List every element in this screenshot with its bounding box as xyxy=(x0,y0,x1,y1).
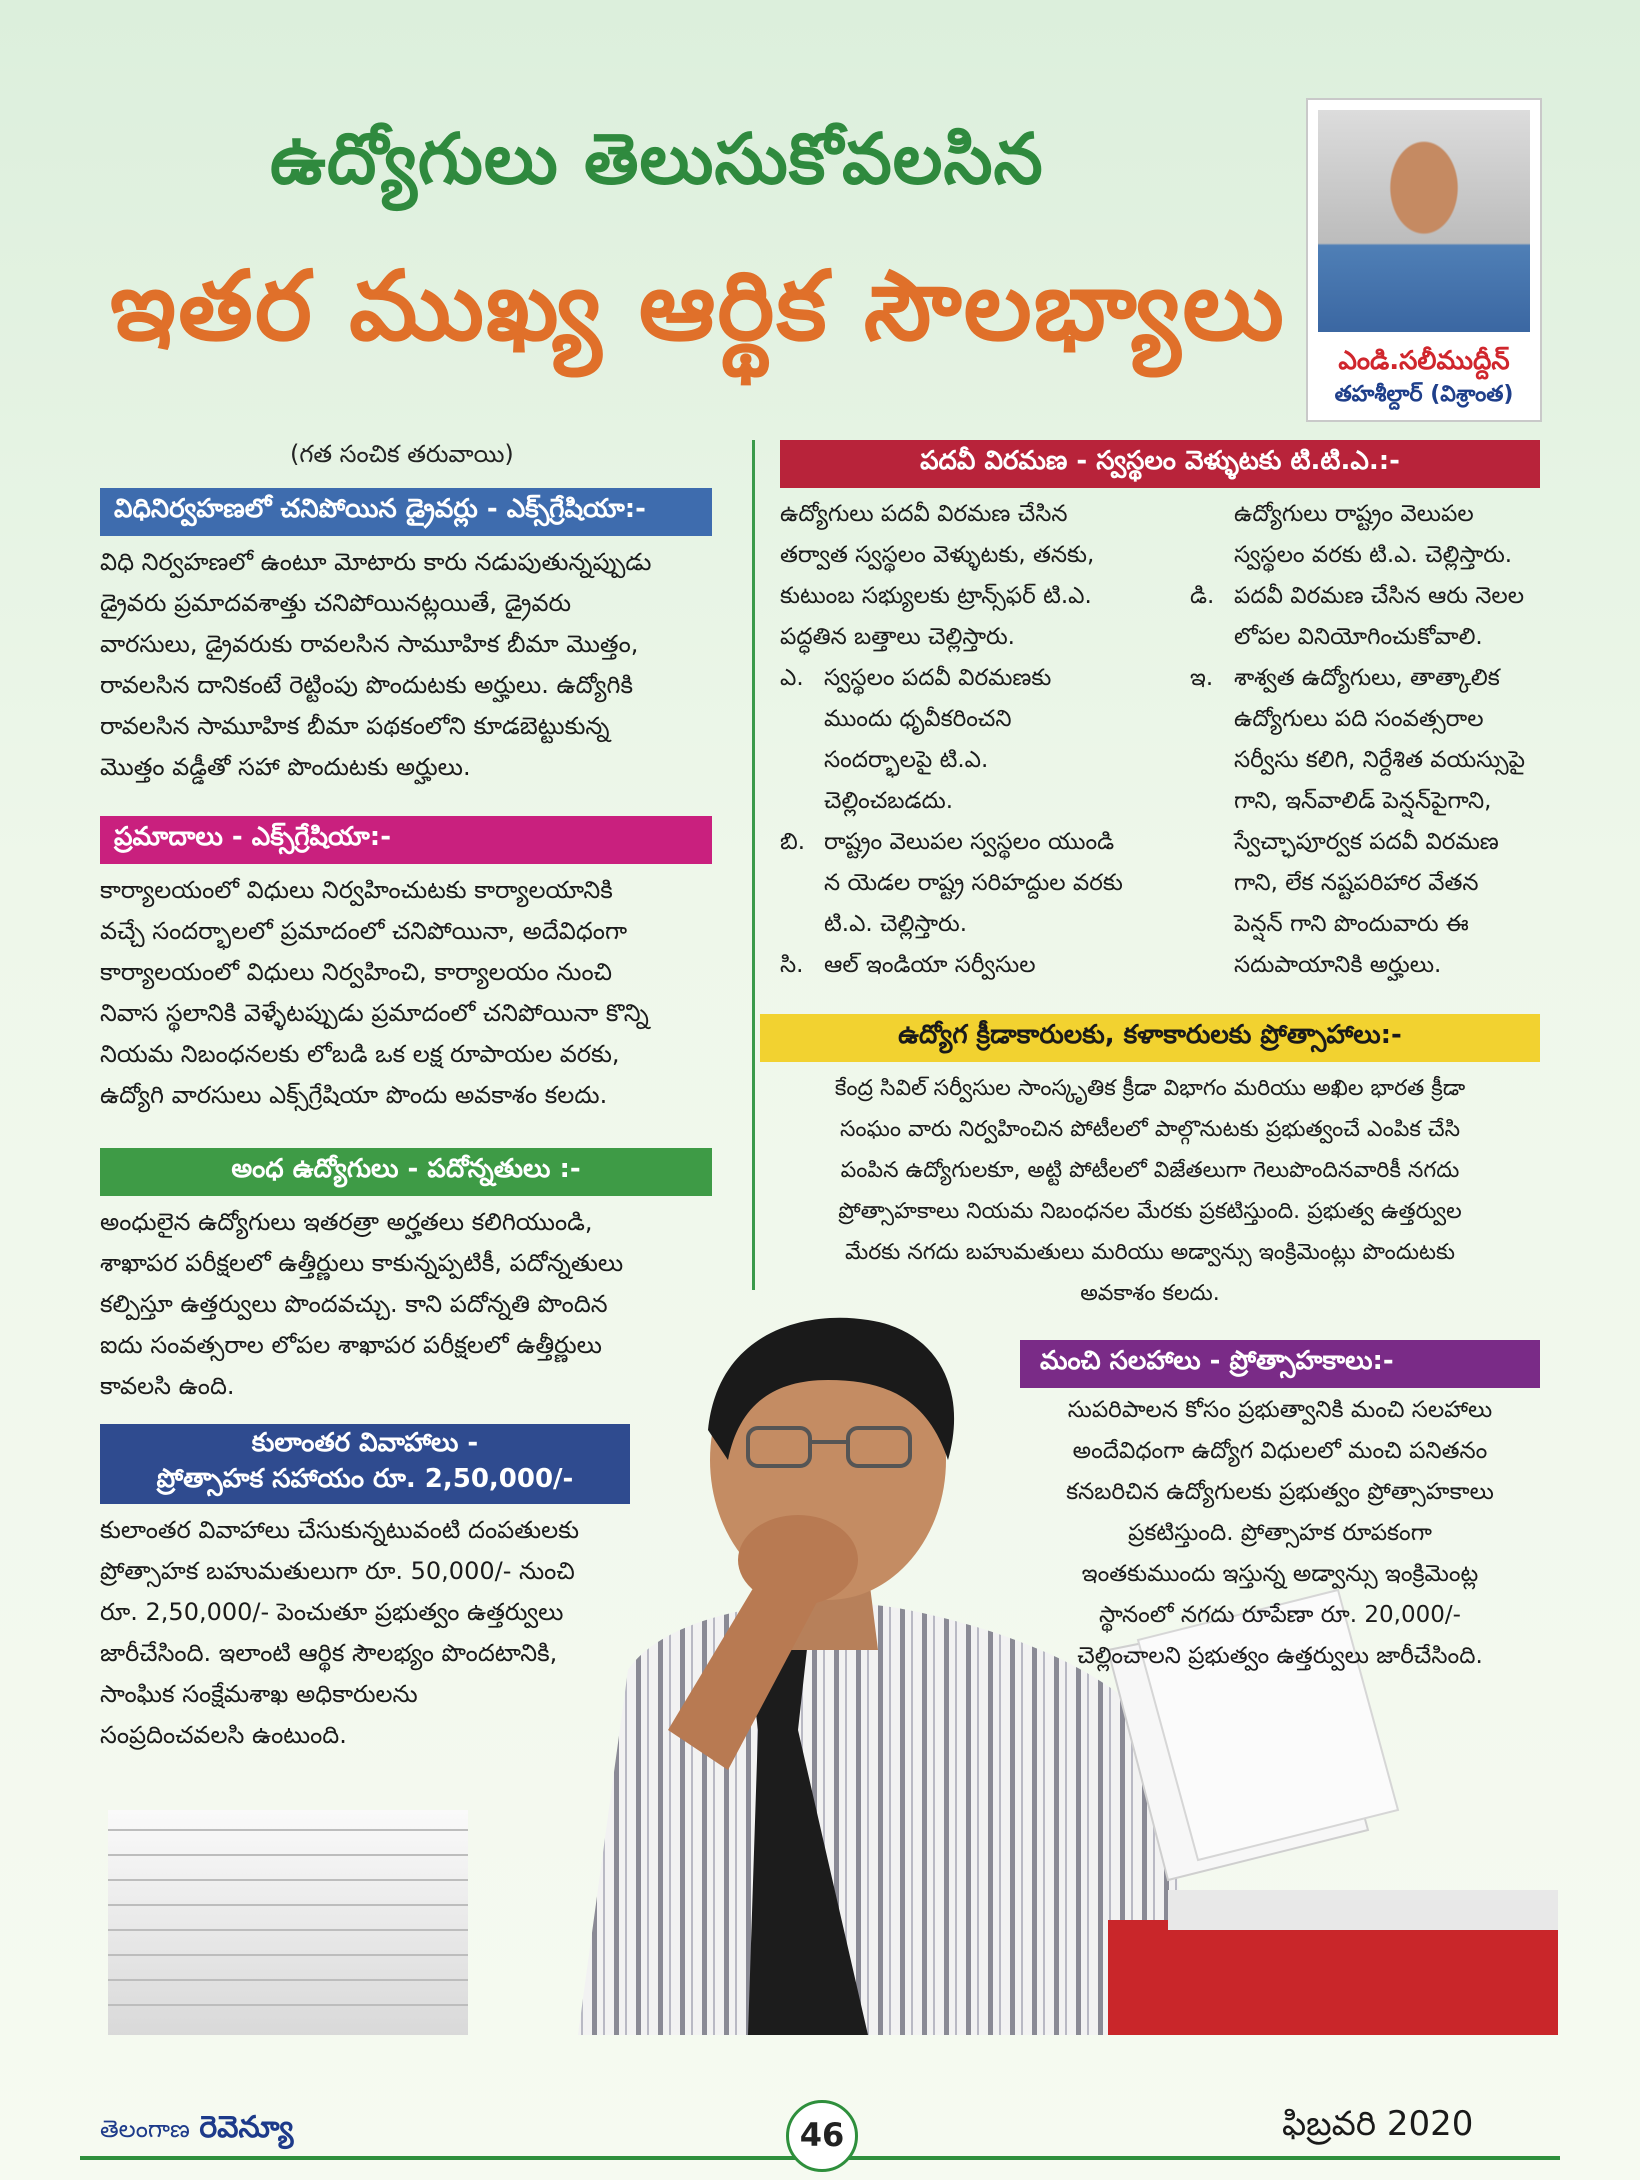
text-line: కార్యాలయంలో విధులు నిర్వహించుటకు కార్యాలయానికి xyxy=(100,876,613,904)
text-line: మొత్తం వడ్డీతో సహా పొందుటకు అర్హులు. xyxy=(100,753,471,781)
text-line: పెన్షన్ గాని పొందువారు ఈ xyxy=(1234,911,1469,937)
list-item xyxy=(1190,658,1540,986)
text-line: రాష్ట్రం వెలుపల స్వస్థలం యుండి xyxy=(824,829,1115,855)
list-key: సి. xyxy=(780,952,804,978)
text-line: గాని, ఇన్‌వాలిడ్ పెన్షన్‌పైగాని, xyxy=(1234,788,1492,814)
text-line: అందేవిధంగా ఉద్యోగ విధులలో మంచి పనితనం xyxy=(1072,1438,1488,1464)
text-line: పద్ధతిన బత్తాలు చెల్లిస్తారు. xyxy=(780,624,1015,650)
section-body xyxy=(100,542,712,788)
author-name: ఎండి.సలీముద్దీన్ xyxy=(1338,346,1510,376)
text-line: స్వస్థలం వరకు టి.ఎ. చెల్లిస్తారు. xyxy=(1234,542,1513,568)
text-line: రావలసిన దానికంటే రెట్టింపు పొందుటకు అర్హులు. ఉద్యోగికి xyxy=(100,671,633,699)
text-line: సాంఘిక సంక్షేమశాఖ అధికారులను xyxy=(100,1680,418,1708)
issue-date: ఫిబ్రవరి 2020 xyxy=(1282,2104,1474,2144)
text-line: సర్వీసు కలిగి, నిర్దేశిత వయస్సుపై xyxy=(1234,747,1525,773)
text-line: కనబరిచిన ఉద్యోగులకు ప్రభుత్వం ప్రోత్సాహకాలు xyxy=(1066,1479,1494,1505)
continued-note: (గత సంచిక తరువాయి) xyxy=(290,440,514,468)
section-heading: మంచి సలహాలు - ప్రోత్సాహకాలు:- xyxy=(1020,1340,1540,1388)
text-line: ప్రోత్సాహక బహుమతులుగా రూ. 50,000/- నుంచి xyxy=(100,1557,575,1585)
text-line: ఇంతకుముందు ఇస్తున్న అడ్వాన్సు ఇంక్రిమెంట్ల xyxy=(1081,1561,1479,1587)
retirement-col-1 xyxy=(780,494,1190,986)
text-line: స్వేచ్ఛాపూర్వక పదవీ విరమణ xyxy=(1234,829,1499,855)
text-line: పదవీ విరమణ చేసిన ఆరు నెలల xyxy=(1234,583,1524,609)
section-body xyxy=(760,1068,1540,1314)
section-heading: విధినిర్వహణలో చనిపోయిన డ్రైవర్లు - ఎక్స్‌గ్రేషియా:- xyxy=(100,488,712,536)
text-line: సుపరిపాలన కోసం ప్రభుత్వానికి మంచి సలహాలు xyxy=(1067,1397,1493,1423)
magazine-brand xyxy=(100,2110,293,2152)
text-line: కేంద్ర సివిల్ సర్వీసుల సాంస్కృతిక క్రీడా విభాగం మరియు అఖిల భారత క్రీడా xyxy=(834,1076,1466,1101)
text-line: నియమ నిబంధనలకు లోబడి ఒక లక్ష రూపాయల వరకు, xyxy=(100,1040,620,1068)
section-body xyxy=(780,494,1540,986)
section-heading: అంధ ఉద్యోగులు - పదోన్నతులు :- xyxy=(100,1148,712,1196)
text-line: ఉద్యోగి వారసులు ఎక్స్‌గ్రేషియా పొందు అవకాశం కలదు. xyxy=(100,1081,608,1109)
text-line: కులాంతర వివాహాలు చేసుకున్నటువంటి దంపతులకు xyxy=(100,1516,580,1544)
list-item-continued xyxy=(1190,494,1540,576)
section-good-suggestions xyxy=(1020,1340,1540,1388)
text-line: ప్రోత్సాహకాలు నియమ నిబంధనల మేరకు ప్రకటిస్తుంది. ప్రభుత్వ ఉత్తర్వుల xyxy=(838,1199,1462,1224)
section-accidents xyxy=(100,816,712,1116)
section-heading: పదవీ విరమణ - స్వస్థలం వెళ్ళుటకు టి.టి.ఎ.:- xyxy=(780,440,1540,488)
text-line: టి.ఎ. చెల్లిస్తారు. xyxy=(824,911,968,937)
text-line: ఉద్యోగులు రాష్ట్రం వెలుపల xyxy=(1234,501,1474,527)
text-line: న యెడల రాష్ట్ర సరిహద్దుల వరకు xyxy=(824,870,1123,896)
list-key: ఎ. xyxy=(780,665,804,691)
text-line: రూ. 2,50,000/- పెంచుతూ ప్రభుత్వం ఉత్తర్వులు xyxy=(100,1598,564,1626)
text-line: అంధులైన ఉద్యోగులు ఇతరత్రా అర్హతలు కలిగియుండి, xyxy=(100,1208,593,1236)
list-key: డి. xyxy=(1190,583,1215,609)
text-line: సంప్రదించవలసి ఉంటుంది. xyxy=(100,1721,347,1749)
text-line: ఉద్యోగులు పది సంవత్సరాల xyxy=(1234,706,1484,732)
page-number: 46 xyxy=(786,2100,858,2172)
text-line: మేరకు నగదు బహుమతులు మరియు అడ్వాన్సు ఇంక్రిమెంట్లు పొందుటకు xyxy=(844,1240,1456,1265)
text-line: పంపిన ఉద్యోగులకూ, అట్టి పోటీలలో విజేతలుగా గెలుపొందినవారికీ నగదు xyxy=(840,1158,1460,1183)
text-line: ఐదు సంవత్సరాల లోపల శాఖాపర పరీక్షలలో ఉత్తీర్ణులు xyxy=(100,1331,602,1359)
text-line: తర్వాత స్వస్థలం వెళ్ళుటకు, తనకు, xyxy=(780,542,1095,568)
brand-small: తెలంగాణ xyxy=(100,2115,190,2143)
text-line: ఉద్యోగులు పదవీ విరమణ చేసిన xyxy=(780,501,1068,527)
text-line: జారీచేసింది. ఇలాంటి ఆర్థిక సౌలభ్యం పొందటానికి, xyxy=(100,1639,558,1667)
list-key: ఇ. xyxy=(1190,665,1214,691)
text-line: స్వస్థలం పదవీ విరమణకు xyxy=(824,665,1052,691)
list-item xyxy=(1190,576,1540,658)
list-item xyxy=(780,658,1190,822)
text-line: విధి నిర్వహణలో ఉంటూ మోటారు కారు నడుపుతున్నప్పుడు xyxy=(100,548,652,576)
text-line: డ్రైవరు ప్రమాదవశాత్తు చనిపోయినట్లయితే, డ్రైవరు xyxy=(100,589,572,617)
section-body xyxy=(100,870,712,1116)
text-line: ఆల్ ఇండియా సర్వీసుల xyxy=(824,952,1036,978)
text-line: చెల్లించబడదు. xyxy=(824,788,954,814)
list-item xyxy=(780,945,1190,986)
text-line: వచ్చే సందర్భాలలో ప్రమాదంలో చనిపోయినా, అదేవిధంగా xyxy=(100,917,628,945)
text-line: కార్యాలయంలో విధులు నిర్వహించి, కార్యాలయం నుంచి xyxy=(100,958,612,986)
text-line: ముందు ధృవీకరించని xyxy=(824,706,1012,732)
title-line-2: ఇతర ముఖ్య ఆర్థిక సౌలభ్యాలు xyxy=(110,250,1286,362)
section-retirement-tta xyxy=(780,440,1540,986)
column-divider xyxy=(752,440,755,1290)
text-line: కావలసి ఉంది. xyxy=(100,1372,235,1400)
list-key: బి. xyxy=(780,829,806,855)
section-drivers xyxy=(100,488,712,788)
text-line: ప్రకటిస్తుంది. ప్రోత్సాహక రూపకంగా xyxy=(1128,1520,1432,1546)
text-line: లోపల వినియోగించుకోవాలి. xyxy=(1234,624,1483,650)
section-sports-artists xyxy=(760,1014,1540,1314)
text-line: కుటుంబ సభ్యులకు ట్రాన్స్‌ఫర్ టి.ఎ. xyxy=(780,583,1092,609)
retirement-col-2 xyxy=(1190,494,1540,986)
text-line: సందర్భాలపై టి.ఎ. xyxy=(824,747,989,773)
text-line: శాశ్వత ఉద్యోగులు, తాత్కాలిక xyxy=(1234,665,1500,691)
text-line: గాని, లేక నష్టపరిహార వేతన xyxy=(1234,870,1479,896)
section-heading: ప్రమాదాలు - ఎక్స్‌గ్రేషియా:- xyxy=(100,816,712,864)
author-photo xyxy=(1318,110,1530,332)
text-line: చెల్లించాలని ప్రభుత్వం ఉత్తర్వులు జారీచేసింది. xyxy=(1077,1643,1483,1669)
text-line: స్థానంలో నగదు రూపేణా రూ. 20,000/- xyxy=(1099,1602,1461,1628)
heading-line: ప్రోత్సాహక సహాయం రూ. 2,50,000/- xyxy=(156,1464,574,1494)
text-line: కల్పిస్తూ ఉత్తర్వులు పొందవచ్చు. కాని పదోన్నతి పొందిన xyxy=(100,1290,608,1318)
title-line-1: ఉద్యోగులు తెలుసుకోవలసిన xyxy=(270,118,1044,200)
text-line: వారసులు, డ్రైవరుకు రావలసిన సామూహిక బీమా మొత్తం, xyxy=(100,630,639,658)
text-line: సదుపాయానికి అర్హులు. xyxy=(1234,952,1442,978)
section-heading: ఉద్యోగ క్రీడాకారులకు, కళాకారులకు ప్రోత్సాహాలు:- xyxy=(760,1014,1540,1062)
good-suggestions-body xyxy=(1010,1390,1550,1677)
text-line: సంఘం వారు నిర్వహించిన పోటీలలో పాల్గొనుటకు ప్రభుత్వంచే ఎంపిక చేసి xyxy=(839,1117,1461,1142)
text-line: రావలసిన సామూహిక బీమా పథకంలోని కూడబెట్టుకున్న xyxy=(100,712,610,740)
text-line: అవకాశం కలదు. xyxy=(1080,1281,1220,1306)
author-box xyxy=(1306,98,1542,422)
brand-big: రెవెన్యూ xyxy=(199,2110,294,2145)
list-item xyxy=(780,822,1190,945)
text-line: నివాస స్థలానికి వెళ్ళేటప్పుడు ప్రమాదంలో చనిపోయినా కొన్ని xyxy=(100,999,649,1027)
author-role: తహశీల్దార్ (విశ్రాంత) xyxy=(1334,382,1514,407)
heading-line: కులాంతర వివాహాలు - xyxy=(251,1428,479,1458)
text-line: శాఖాపర పరీక్షలలో ఉత్తీర్ణులు కాకున్నప్పటికీ, పదోన్నతులు xyxy=(100,1249,624,1277)
